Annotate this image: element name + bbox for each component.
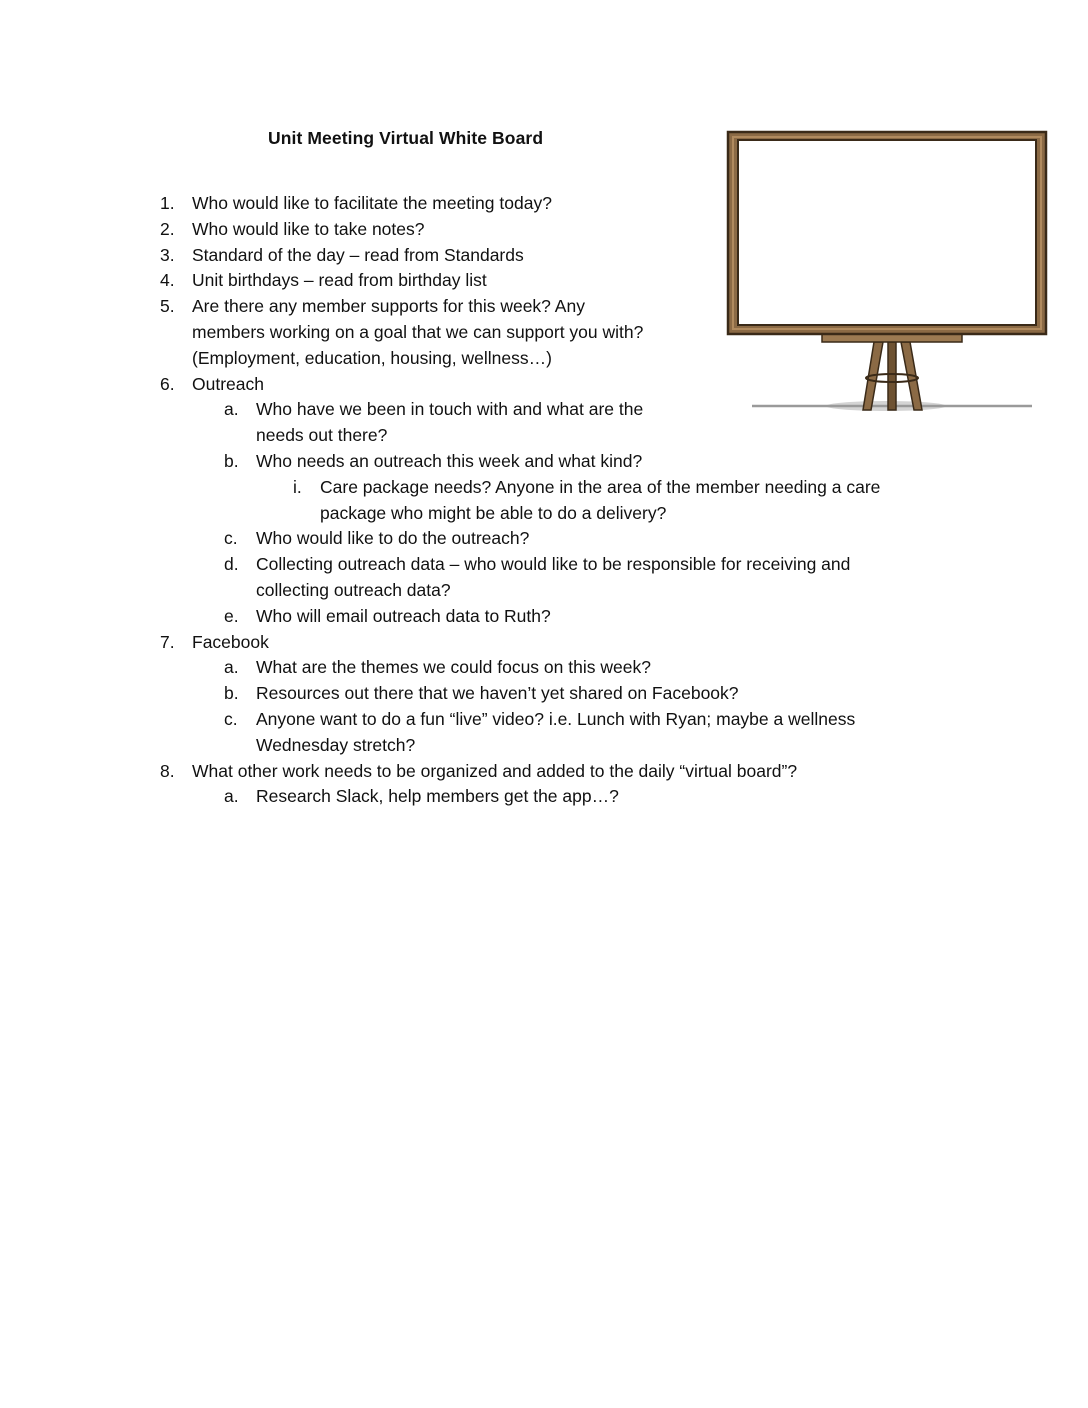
list-item-text: What other work needs to be organized and added to the daily “virtual board”? xyxy=(192,760,798,781)
list-number: e. xyxy=(224,605,239,626)
list-item-text: Who needs an outreach this week and what kind? xyxy=(256,451,643,471)
list-item-text: collecting outreach data? xyxy=(256,580,451,600)
list-number: a. xyxy=(224,786,239,807)
list-item-text: Are there any member supports for this week? Any xyxy=(192,296,585,317)
list-item-text: What are the themes we could focus on this week? xyxy=(256,657,651,678)
list-number: i. xyxy=(293,476,302,497)
list-number: 3. xyxy=(160,244,175,265)
list-item-text: package who might be able to do a delivery? xyxy=(320,502,667,523)
list-item-text: Facebook xyxy=(192,631,269,652)
list-item-text: Resources out there that we haven’t yet shared on Facebook? xyxy=(256,683,739,704)
list-item-text: Who would like to take notes? xyxy=(192,218,425,239)
list-number: 6. xyxy=(160,373,175,394)
list-number: 8. xyxy=(160,760,175,781)
list-number: 1. xyxy=(160,193,175,213)
page-title: Unit Meeting Virtual White Board xyxy=(268,128,544,148)
list-item-text: Wednesday stretch? xyxy=(256,734,416,755)
list-item-text: Unit birthdays – read from birthday list xyxy=(192,270,487,291)
list-item-text: (Employment, education, housing, wellness…) xyxy=(192,347,552,368)
list-item-text: Who would like to facilitate the meeting today? xyxy=(192,193,552,213)
list-item-text: Collecting outreach data – who would like to be responsible for receiving and xyxy=(256,554,851,575)
list-number: a. xyxy=(224,657,239,678)
list-item-text: Standard of the day – read from Standards xyxy=(192,244,524,265)
list-item-text: Outreach xyxy=(192,373,264,394)
list-number: 5. xyxy=(160,296,175,317)
list-item-text: Anyone want to do a fun “live” video? i.e. Lunch with Ryan; maybe a wellness xyxy=(256,709,856,729)
list-item-text: needs out there? xyxy=(256,425,388,446)
list-item-text: Care package needs? Anyone in the area of the member needing a care xyxy=(320,476,881,497)
list-item-text: Who would like to do the outreach? xyxy=(256,528,530,549)
list-number: a. xyxy=(224,399,239,420)
list-item-text: Who have we been in touch with and what are the xyxy=(256,399,644,420)
list-item-text: members working on a goal that we can support you with? xyxy=(192,322,644,342)
whiteboard-easel-icon xyxy=(726,130,1048,415)
list-number: 4. xyxy=(160,270,175,291)
list-number: c. xyxy=(224,709,238,729)
list-number: b. xyxy=(224,683,239,704)
list-item-text: Who will email outreach data to Ruth? xyxy=(256,605,551,626)
list-number: 2. xyxy=(160,218,175,239)
list-item-text: Research Slack, help members get the app…? xyxy=(256,786,619,807)
list-number: 7. xyxy=(160,631,175,652)
list-number: d. xyxy=(224,554,239,575)
list-number: b. xyxy=(224,451,239,471)
list-number: c. xyxy=(224,528,238,549)
